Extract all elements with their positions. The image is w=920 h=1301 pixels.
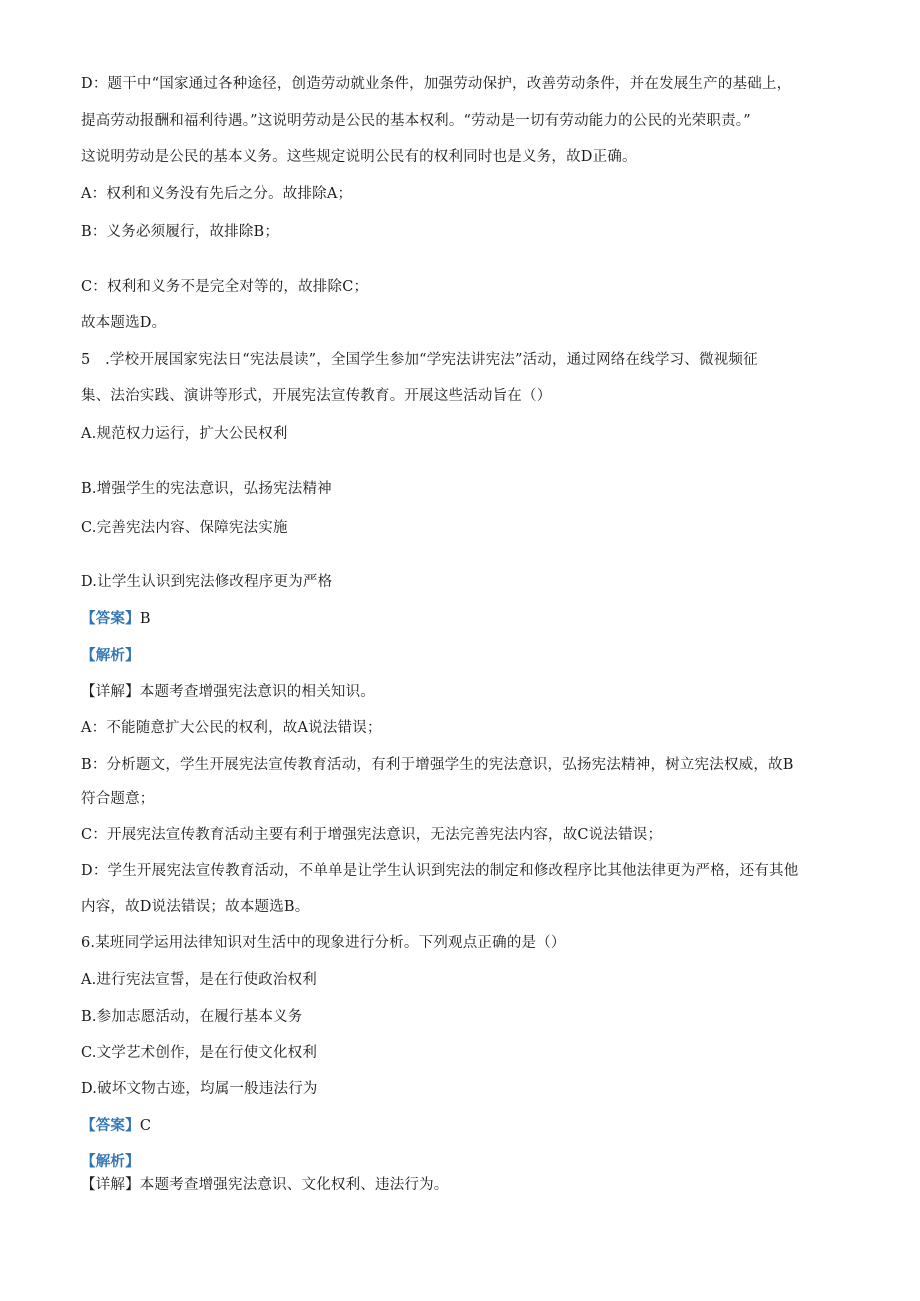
q5-detail: 【详解】本题考查增强宪法意识的相关知识。	[81, 684, 375, 700]
q5-analysis-c: C：开展宪法宣传教育活动主要有利于增强宪法意识，无法完善宪法内容，故C说法错误；	[81, 827, 663, 843]
q5-analysis-heading	[81, 646, 140, 666]
q6-answer-value: C	[139, 1118, 152, 1134]
q5-option-a: A.规范权力运行，扩大公民权利	[81, 426, 288, 442]
q6-option-c: C.文学艺术创作，是在行使文化权利	[81, 1045, 318, 1061]
analysis-c-line: C：权利和义务不是完全对等的，故排除C；	[81, 279, 369, 295]
analysis-d-line-2: 提高劳动报酬和福利待遇。”这说明劳动是公民的基本权利。“劳动是一切有劳动能力的公民的光荣职责。”	[81, 113, 751, 129]
analysis-d-line-3: 这说明劳动是公民的基本义务。这些规定说明公民有的权利同时也是义务，故D正确。	[81, 149, 637, 165]
q6-option-a: A.进行宪法宣誓，是在行使政治权利	[81, 972, 317, 988]
q5-answer	[81, 609, 151, 629]
q6-answer-tag: 【答案】	[81, 1118, 140, 1134]
q6-option-b: B.参加志愿活动，在履行基本义务	[81, 1009, 303, 1025]
q5-analysis-d-line-2: 内容，故D说法错误；故本题选B。	[81, 899, 310, 915]
q6-detail: 【详解】本题考查增强宪法意识、文化权利、违法行为。	[81, 1177, 449, 1193]
analysis-a-line: A：权利和义务没有先后之分。故排除A；	[81, 186, 353, 202]
q5-answer-tag: 【答案】	[81, 611, 140, 627]
q5-analysis-b-line-2: 符合题意；	[81, 791, 155, 807]
analysis-conclusion: 故本题选D。	[81, 315, 167, 331]
q5-option-d: D.让学生认识到宪法修改程序更为严格	[81, 574, 333, 590]
q5-analysis-d-line-1: D：学生开展宪法宣传教育活动，不单单是让学生认识到宪法的制定和修改程序比其他法律更为严格，还有其他	[81, 863, 799, 879]
q6-stem: 6.某班同学运用法律知识对生活中的现象进行分析。下列观点正确的是（）	[81, 935, 566, 951]
q5-analysis-b-line-1: B：分析题文，学生开展宪法宣传教育活动，有利于增强学生的宪法意识，弘扬宪法精神，树立宪法权威，故B	[81, 757, 794, 773]
q5-stem-line-1: 5 .学校开展国家宪法日“宪法晨读”，全国学生参加“学宪法讲宪法”活动，通过网络在线学习、微视频征	[81, 352, 758, 368]
q6-analysis-heading	[81, 1152, 140, 1172]
q5-analysis-a: A：不能随意扩大公民的权利，故A说法错误；	[81, 720, 382, 736]
q5-answer-value: B	[139, 611, 151, 627]
q5-option-c: C.完善宪法内容、保障宪法实施	[81, 520, 288, 536]
analysis-b-line: B：义务必须履行，故排除B；	[81, 224, 280, 240]
q6-answer	[81, 1116, 151, 1136]
analysis-d-line-1: D：题干中“国家通过各种途径，创造劳动就业条件，加强劳动保护，改善劳动条件，并在发展生产的基础上，	[81, 76, 792, 92]
q6-option-d: D.破坏文物古迹，均属一般违法行为	[81, 1081, 318, 1097]
q5-stem-line-2: 集、法治实践、演讲等形式，开展宪法宣传教育。开展这些活动旨在（）	[81, 388, 552, 404]
q5-analysis-tag: 【解析】	[81, 648, 140, 664]
q5-option-b: B.增强学生的宪法意识，弘扬宪法精神	[81, 481, 332, 497]
q6-analysis-tag: 【解析】	[81, 1154, 140, 1170]
